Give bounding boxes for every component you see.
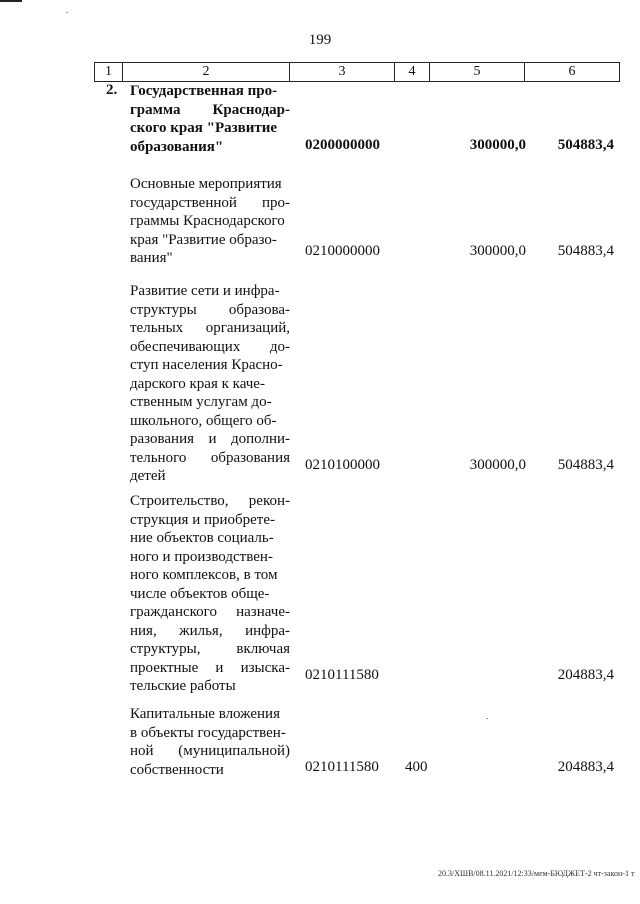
word: тельных	[130, 320, 184, 336]
description-line	[130, 603, 290, 622]
description-line: ного и производствен-	[130, 548, 273, 565]
description-line: в объекты государствен-	[130, 724, 286, 741]
description-line: Капитальные вложения	[130, 706, 280, 722]
row-description	[130, 82, 290, 156]
description-line: числе объектов обще-	[130, 585, 270, 602]
description-line	[130, 622, 290, 641]
word: про-	[261, 194, 290, 211]
target-code: 0200000000	[305, 137, 380, 153]
column-header-1: 1	[95, 63, 123, 81]
description-line	[130, 319, 290, 338]
expense-type-code: 400	[405, 759, 428, 775]
word: грамма	[130, 101, 181, 118]
word: ной	[130, 743, 154, 759]
column-header-3: 3	[290, 63, 395, 81]
amount-col6: 204883,4	[557, 759, 614, 775]
description-line	[130, 301, 290, 320]
row-description	[130, 282, 290, 486]
description-line: собственности	[130, 761, 224, 778]
description-line: вания"	[130, 250, 173, 266]
description-line: ступ населения Красно-	[130, 357, 283, 373]
word: жилья,	[179, 622, 223, 639]
word: рекон-	[248, 493, 290, 509]
column-header-4: 4	[395, 63, 430, 81]
column-header-5: 5	[430, 63, 525, 81]
description-line: Развитие сети и инфра-	[130, 283, 280, 299]
row-description	[130, 705, 290, 779]
column-header-6: 6	[568, 64, 576, 79]
description-line: граммы Краснодарского	[130, 213, 285, 229]
target-code: 0210100000	[305, 457, 380, 473]
description-line: ственным услугам до-	[130, 394, 272, 410]
description-line: ного комплексов, в том	[130, 567, 278, 583]
word: ния,	[130, 622, 157, 639]
word: обеспечивающих	[130, 338, 241, 355]
word: (муниципальной)	[178, 743, 290, 759]
scan-speck	[486, 718, 488, 719]
description-line: ского края "Развитие	[130, 120, 278, 136]
description-line: струкция и приобрете-	[130, 511, 276, 528]
description-line: тельские работы	[130, 678, 236, 694]
description-line	[130, 492, 290, 511]
amount-col6: 204883,4	[557, 667, 614, 683]
description-line: Основные мероприятия	[130, 176, 282, 192]
description-line	[130, 338, 290, 357]
description-line: Государственная про-	[130, 83, 278, 99]
target-code: 0210000000	[305, 243, 380, 259]
word: образова-	[228, 301, 290, 318]
word: до-	[269, 338, 290, 355]
word: Краснодар-	[212, 101, 290, 118]
description-line	[130, 742, 290, 761]
description-line	[130, 194, 290, 213]
row-description	[130, 492, 290, 696]
description-line: края "Развитие образо-	[130, 231, 277, 248]
word: изыска-	[240, 659, 290, 676]
footer-stamp: 20.3/ХШВ/08.11.2021/12:33/мем-БЮДЖЕТ-2 чт-закон-1 т	[438, 869, 635, 878]
column-header-2: 2	[123, 63, 290, 81]
word: образования	[210, 449, 290, 466]
description-line: дарского края к каче-	[130, 375, 265, 392]
description-line	[130, 101, 290, 120]
row-description	[130, 175, 290, 268]
scan-speck	[66, 12, 68, 13]
amount-col6: 504883,4	[557, 137, 614, 153]
word: назначе-	[236, 604, 290, 620]
amount-col5: 300000,0	[469, 457, 526, 473]
description-line: образования"	[130, 138, 224, 155]
word: структуры	[130, 301, 197, 318]
description-line	[130, 640, 290, 659]
word: государственной	[130, 194, 237, 211]
amount-col5: 300000,0	[469, 243, 526, 259]
description-line	[130, 659, 290, 678]
column-header-row	[94, 62, 620, 82]
description-line: детей	[130, 468, 166, 484]
description-line: школьного, общего об-	[130, 412, 277, 429]
word: включая	[236, 641, 290, 657]
word: гражданского	[130, 604, 217, 620]
word: разования	[130, 431, 194, 447]
description-line	[130, 449, 290, 468]
target-code: 0210111580	[305, 667, 379, 683]
word: тельного	[130, 449, 187, 466]
word: организаций,	[205, 320, 290, 336]
word: проектные	[130, 659, 199, 676]
target-code: 0210111580	[305, 759, 379, 775]
description-line	[130, 430, 290, 449]
word: Строительство,	[130, 493, 229, 509]
row-number: 2.	[106, 82, 118, 98]
word: и	[215, 659, 224, 676]
description-line: ние объектов социаль-	[130, 530, 274, 546]
page-number: 199	[308, 32, 332, 48]
word: структуры,	[130, 641, 201, 657]
empty-amount-dash	[0, 1, 22, 2]
word: инфра-	[245, 622, 290, 639]
word: и	[208, 431, 217, 447]
word: дополни-	[231, 431, 290, 447]
amount-col5: 300000,0	[469, 137, 526, 153]
amount-col6: 504883,4	[557, 457, 614, 473]
amount-col6: 504883,4	[557, 243, 614, 259]
